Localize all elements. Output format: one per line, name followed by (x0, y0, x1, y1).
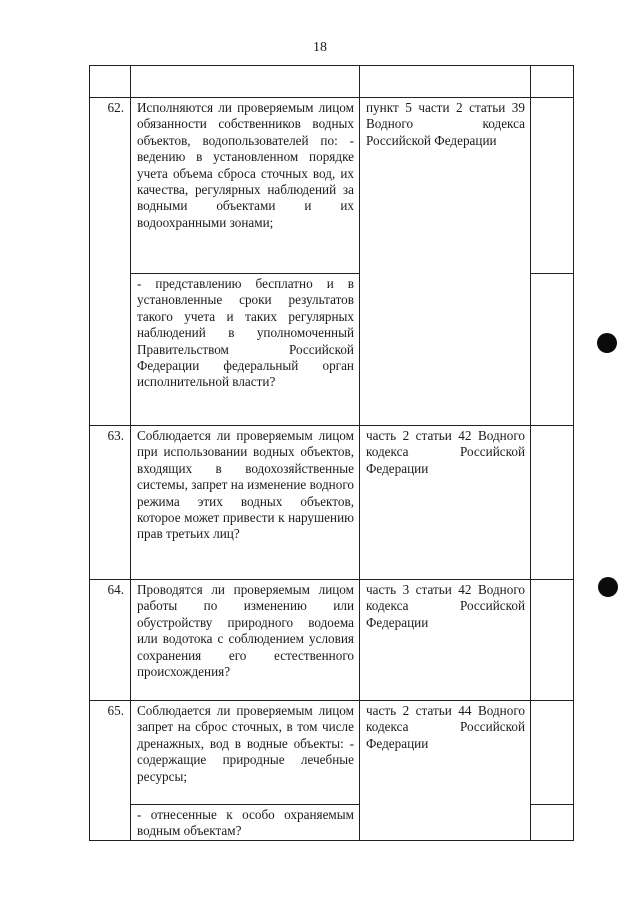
question-text: Соблюдается ли проверяемым лицом при использовании водных объектов, входящих в водохозяйственные системы, запрет на изменение водного режима этих водных объектов, которое может привести к нарушению прав третьих лиц? (131, 426, 360, 580)
legal-reference: часть 2 статьи 42 Водного кодекса Российской Федерации (360, 426, 531, 580)
row-number: 63. (90, 426, 131, 580)
cell-empty (531, 701, 574, 805)
cell-empty (531, 98, 574, 274)
table-row (90, 580, 574, 701)
cell-empty (131, 66, 360, 98)
binder-hole-mark (597, 333, 617, 353)
question-text: Соблюдается ли проверяемым лицом запрет на сброс сточных, в том числе дренажных, вод в водные объекты: - содержащие природные лечебные ресурсы; (131, 701, 360, 805)
row-number: 64. (90, 580, 131, 701)
cell-empty (531, 580, 574, 701)
question-text: Проводятся ли проверяемым лицом работы по изменению или обустройству природного водоема или водотока с соблюдением условия сохранения его естественного происхождения? (131, 580, 360, 701)
row-number: 65. (90, 701, 131, 841)
cell-empty (360, 66, 531, 98)
table-row-empty (90, 66, 574, 98)
table-row (90, 426, 574, 580)
page-number: 18 (313, 40, 327, 55)
table-row (90, 98, 574, 274)
question-text: - отнесенные к особо охраняемым водным объектам? (131, 805, 360, 841)
cell-empty (531, 426, 574, 580)
question-text: Исполняются ли проверяемым лицом обязанности собственников водных объектов, водопользователей по: - ведению в установленном порядке учета объема сброса сточных вод, их качества, регулярных наблюдений за водными объектами и их водоохранными зонами; (131, 98, 360, 274)
legal-reference: часть 3 статьи 42 Водного кодекса Российской Федерации (360, 580, 531, 701)
cell-empty (531, 805, 574, 841)
binder-hole-mark (598, 577, 618, 597)
legal-reference: пункт 5 части 2 статьи 39 Водного кодекса Российской Федерации (360, 98, 531, 426)
row-number: 62. (90, 98, 131, 426)
cell-empty (531, 66, 574, 98)
checklist-table (89, 65, 574, 841)
question-text: - представлению бесплатно и в установленные сроки результатов такого учета и таких регулярных наблюдений в уполномоченный Правительством Российской Федерации федеральный орган исполнительной власти? (131, 274, 360, 426)
cell-empty (531, 274, 574, 426)
legal-reference: часть 2 статьи 44 Водного кодекса Российской Федерации (360, 701, 531, 841)
cell-empty (90, 66, 131, 98)
table-row (90, 701, 574, 805)
